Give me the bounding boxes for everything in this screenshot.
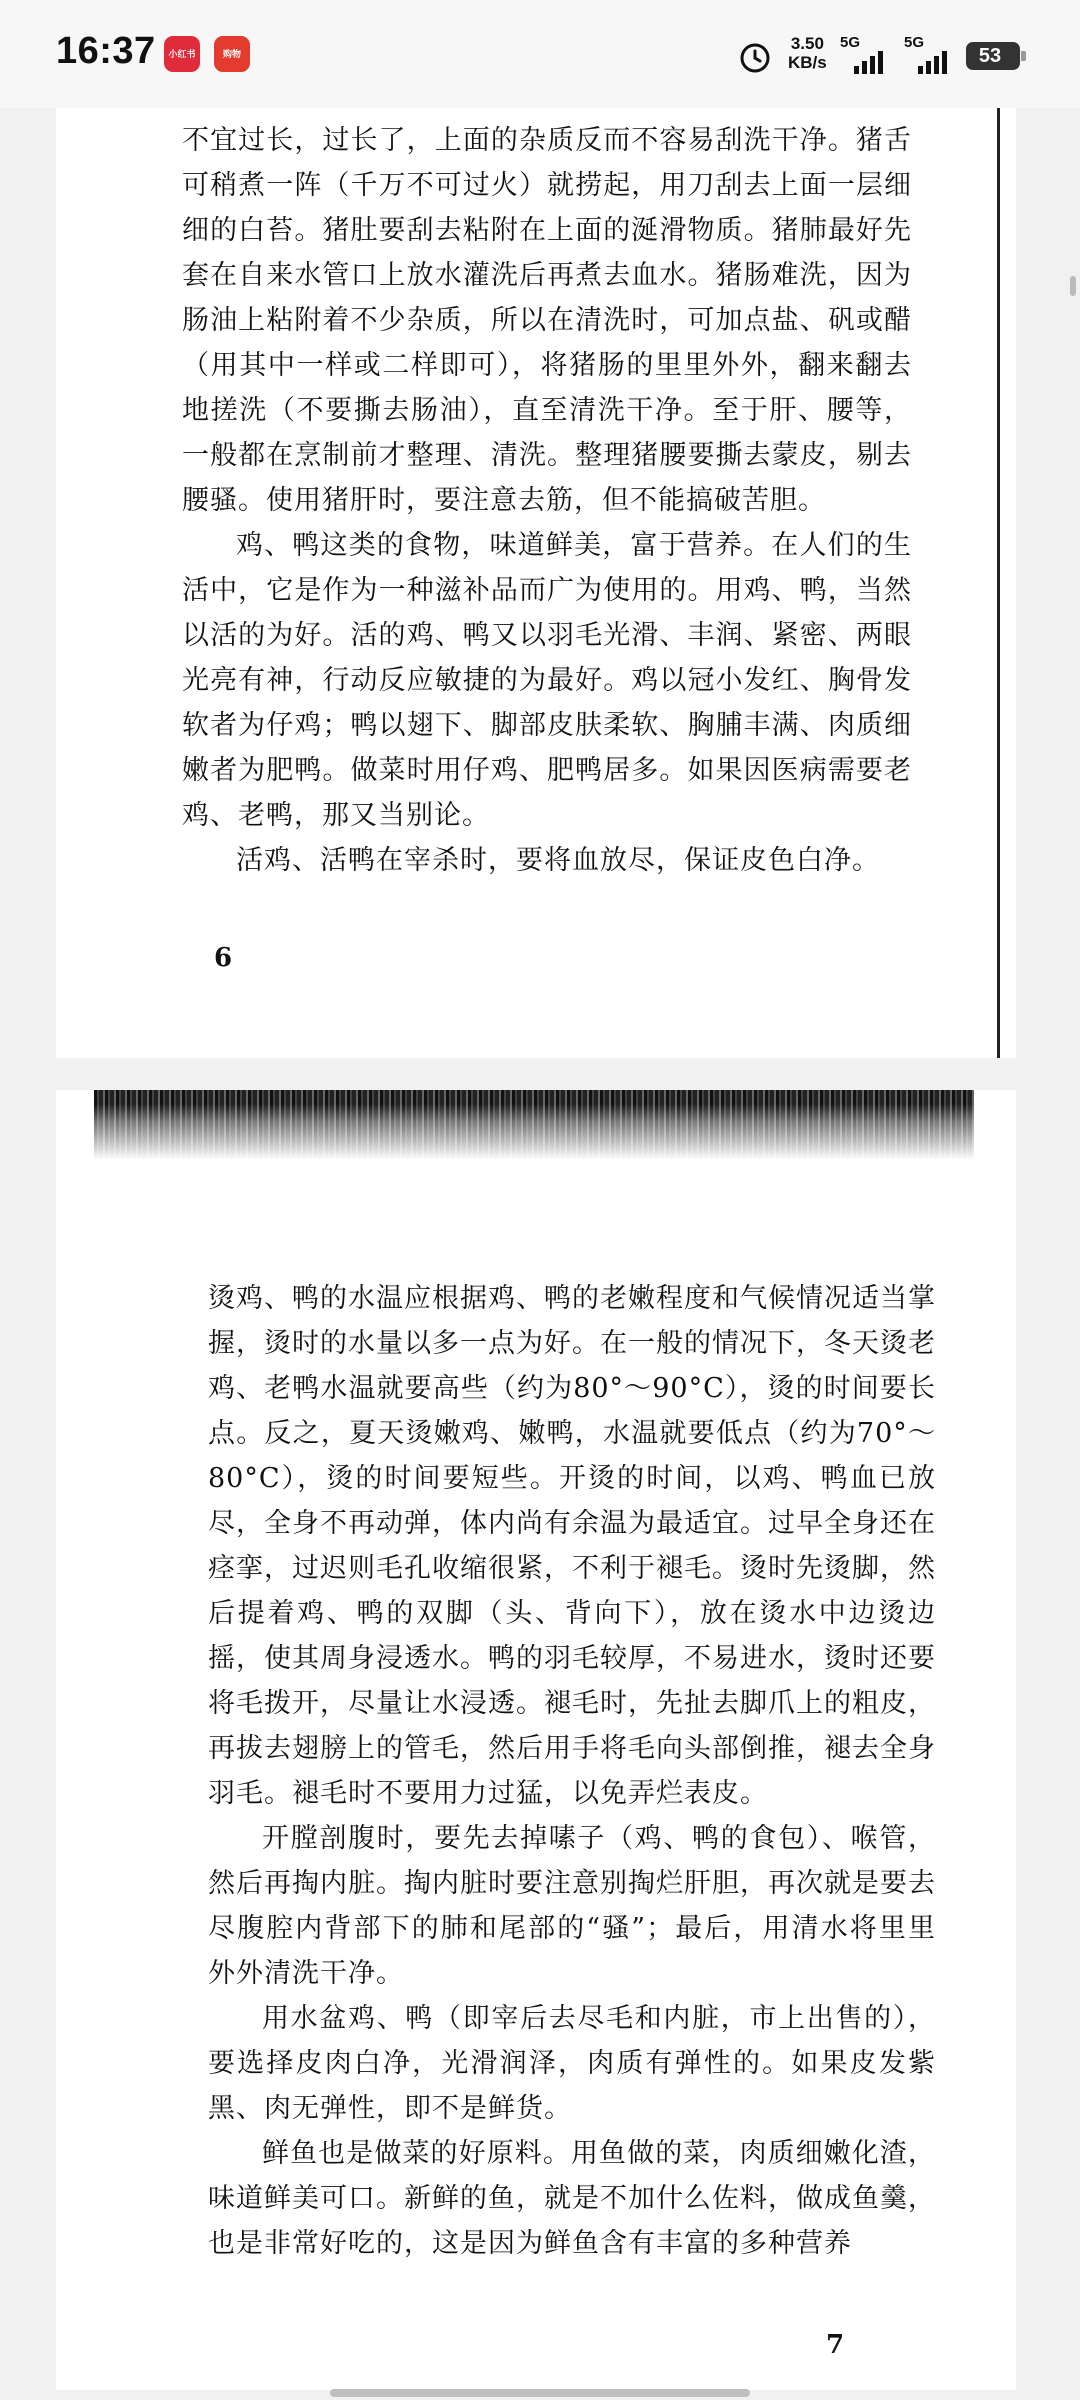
document-page-7 (56, 1090, 1016, 2390)
page-6-text (182, 118, 912, 883)
xiaohongshu-app-label: 小红书 (168, 49, 196, 59)
paragraph: 鲜鱼也是做菜的好原料。用鱼做的菜，肉质细嫩化渣，味道鲜美可口。新鲜的鱼，就是不加什么佐料，做成鱼羹，也是非常好吃的，这是因为鲜鱼含有丰富的多种营养 (208, 2138, 936, 2259)
status-time: 16:37 (56, 30, 156, 72)
status-bar (0, 0, 1080, 108)
page-number: 6 (214, 943, 233, 973)
shopping-app-icon (214, 36, 250, 72)
signal-bars-icon (916, 50, 950, 74)
page-7-text (208, 1276, 936, 2266)
signal-bars-icon (852, 50, 886, 74)
vertical-scrollbar[interactable] (1070, 276, 1076, 296)
paragraph: 鸡、鸭这类的食物，味道鲜美，富于营养。在人们的生活中，它是作为一种滋补品而广为使用的。用鸡、鸭，当然以活的为好。活的鸡、鸭又以羽毛光滑、丰润、紧密、两眼光亮有神，行动反应敏捷的为最好。鸡以冠小发红、胸骨发软者为仔鸡；鸭以翅下、脚部皮肤柔软、胸脯丰满、肉质细嫩者为肥鸭。做菜时用仔鸡、肥鸭居多。如果因医病需要老鸡、老鸭，那又当别论。 (182, 530, 912, 831)
paragraph: 不宜过长，过长了，上面的杂质反而不容易刮洗干净。猪舌可稍煮一阵（千万不可过火）就捞起，用刀刮去上面一层细细的白苔。猪肚要刮去粘附在上面的涎滑物质。猪肺最好先套在自来水管口上放水灌洗后再煮去血水。猪肠难洗，因为肠油上粘附着不少杂质，所以在清洗时，可加点盐、矾或醋（用其中一样或二样即可），将猪肠的里里外外，翻来翻去地搓洗（不要撕去肠油），直至清洗干净。至于肝、腰等，一般都在烹制前才整理、清洗。整理猪腰要撕去蒙皮，剔去腰骚。使用猪肝时，要注意去筋，但不能搞破苦胆。 (182, 125, 912, 516)
paragraph: 烫鸡、鸭的水温应根据鸡、鸭的老嫩程度和气候情况适当掌握，烫时的水量以多一点为好。在一般的情况下，冬天烫老鸡、老鸭水温就要高些（约为80°～90°C），烫的时间要长点。反之，夏天烫嫩鸡、嫩鸭，水温就要低点（约为70°～80°C），烫的时间要短些。开烫的时间，以鸡、鸭血已放尽，全身不再动弹，体内尚有余温为最适宜。过早全身还在痉挛，过迟则毛孔收缩很紧，不利于褪毛。烫时先烫脚，然后提着鸡、鸭的双脚（头、背向下），放在烫水中边烫边摇，使其周身浸透水。鸭的羽毛较厚，不易进水，烫时还要将毛拨开，尽量让水浸透。褪毛时，先扯去脚爪上的粗皮，再拔去翅膀上的管毛，然后用手将毛向头部倒推，褪去全身羽毛。褪毛时不要用力过猛，以免弄烂表皮。 (208, 1283, 936, 1809)
battery-icon (966, 42, 1020, 70)
shopping-app-label: 购物 (222, 49, 241, 59)
network-speed-unit: KB/s (788, 53, 827, 72)
network-speed (788, 34, 827, 72)
scan-noise-band (94, 1090, 974, 1160)
xiaohongshu-app-icon (164, 36, 200, 72)
paragraph: 用水盆鸡、鸭（即宰后去尽毛和内脏，市上出售的），要选择皮肉白净，光滑润泽，肉质有弹性的。如果皮发紫黑、肉无弹性，即不是鲜货。 (208, 2003, 936, 2124)
gesture-navigation-bar[interactable] (330, 2389, 750, 2397)
signal-strength-icon (840, 34, 888, 74)
paragraph: 活鸡、活鸭在宰杀时，要将血放尽，保证皮色白净。 (236, 845, 880, 876)
signal-2-label: 5G (904, 34, 925, 51)
signal-strength-icon-2 (904, 34, 952, 74)
signal-1-label: 5G (840, 34, 861, 51)
document-page-6 (56, 108, 1016, 1058)
paragraph: 开膛剖腹时，要先去掉嗉子（鸡、鸭的食包）、喉管，然后再掏内脏。掏内脏时要注意别掏烂肝胆，再次就是要去尽腹腔内背部下的肺和尾部的“骚”；最后，用清水将里里外外清洗干净。 (208, 1823, 936, 1989)
network-speed-value: 3.50 (790, 34, 824, 53)
page-edge-line (997, 108, 1000, 1058)
battery-level: 53 (978, 45, 1002, 67)
alarm-clock-icon (738, 40, 772, 74)
page-number: 7 (826, 2330, 845, 2360)
